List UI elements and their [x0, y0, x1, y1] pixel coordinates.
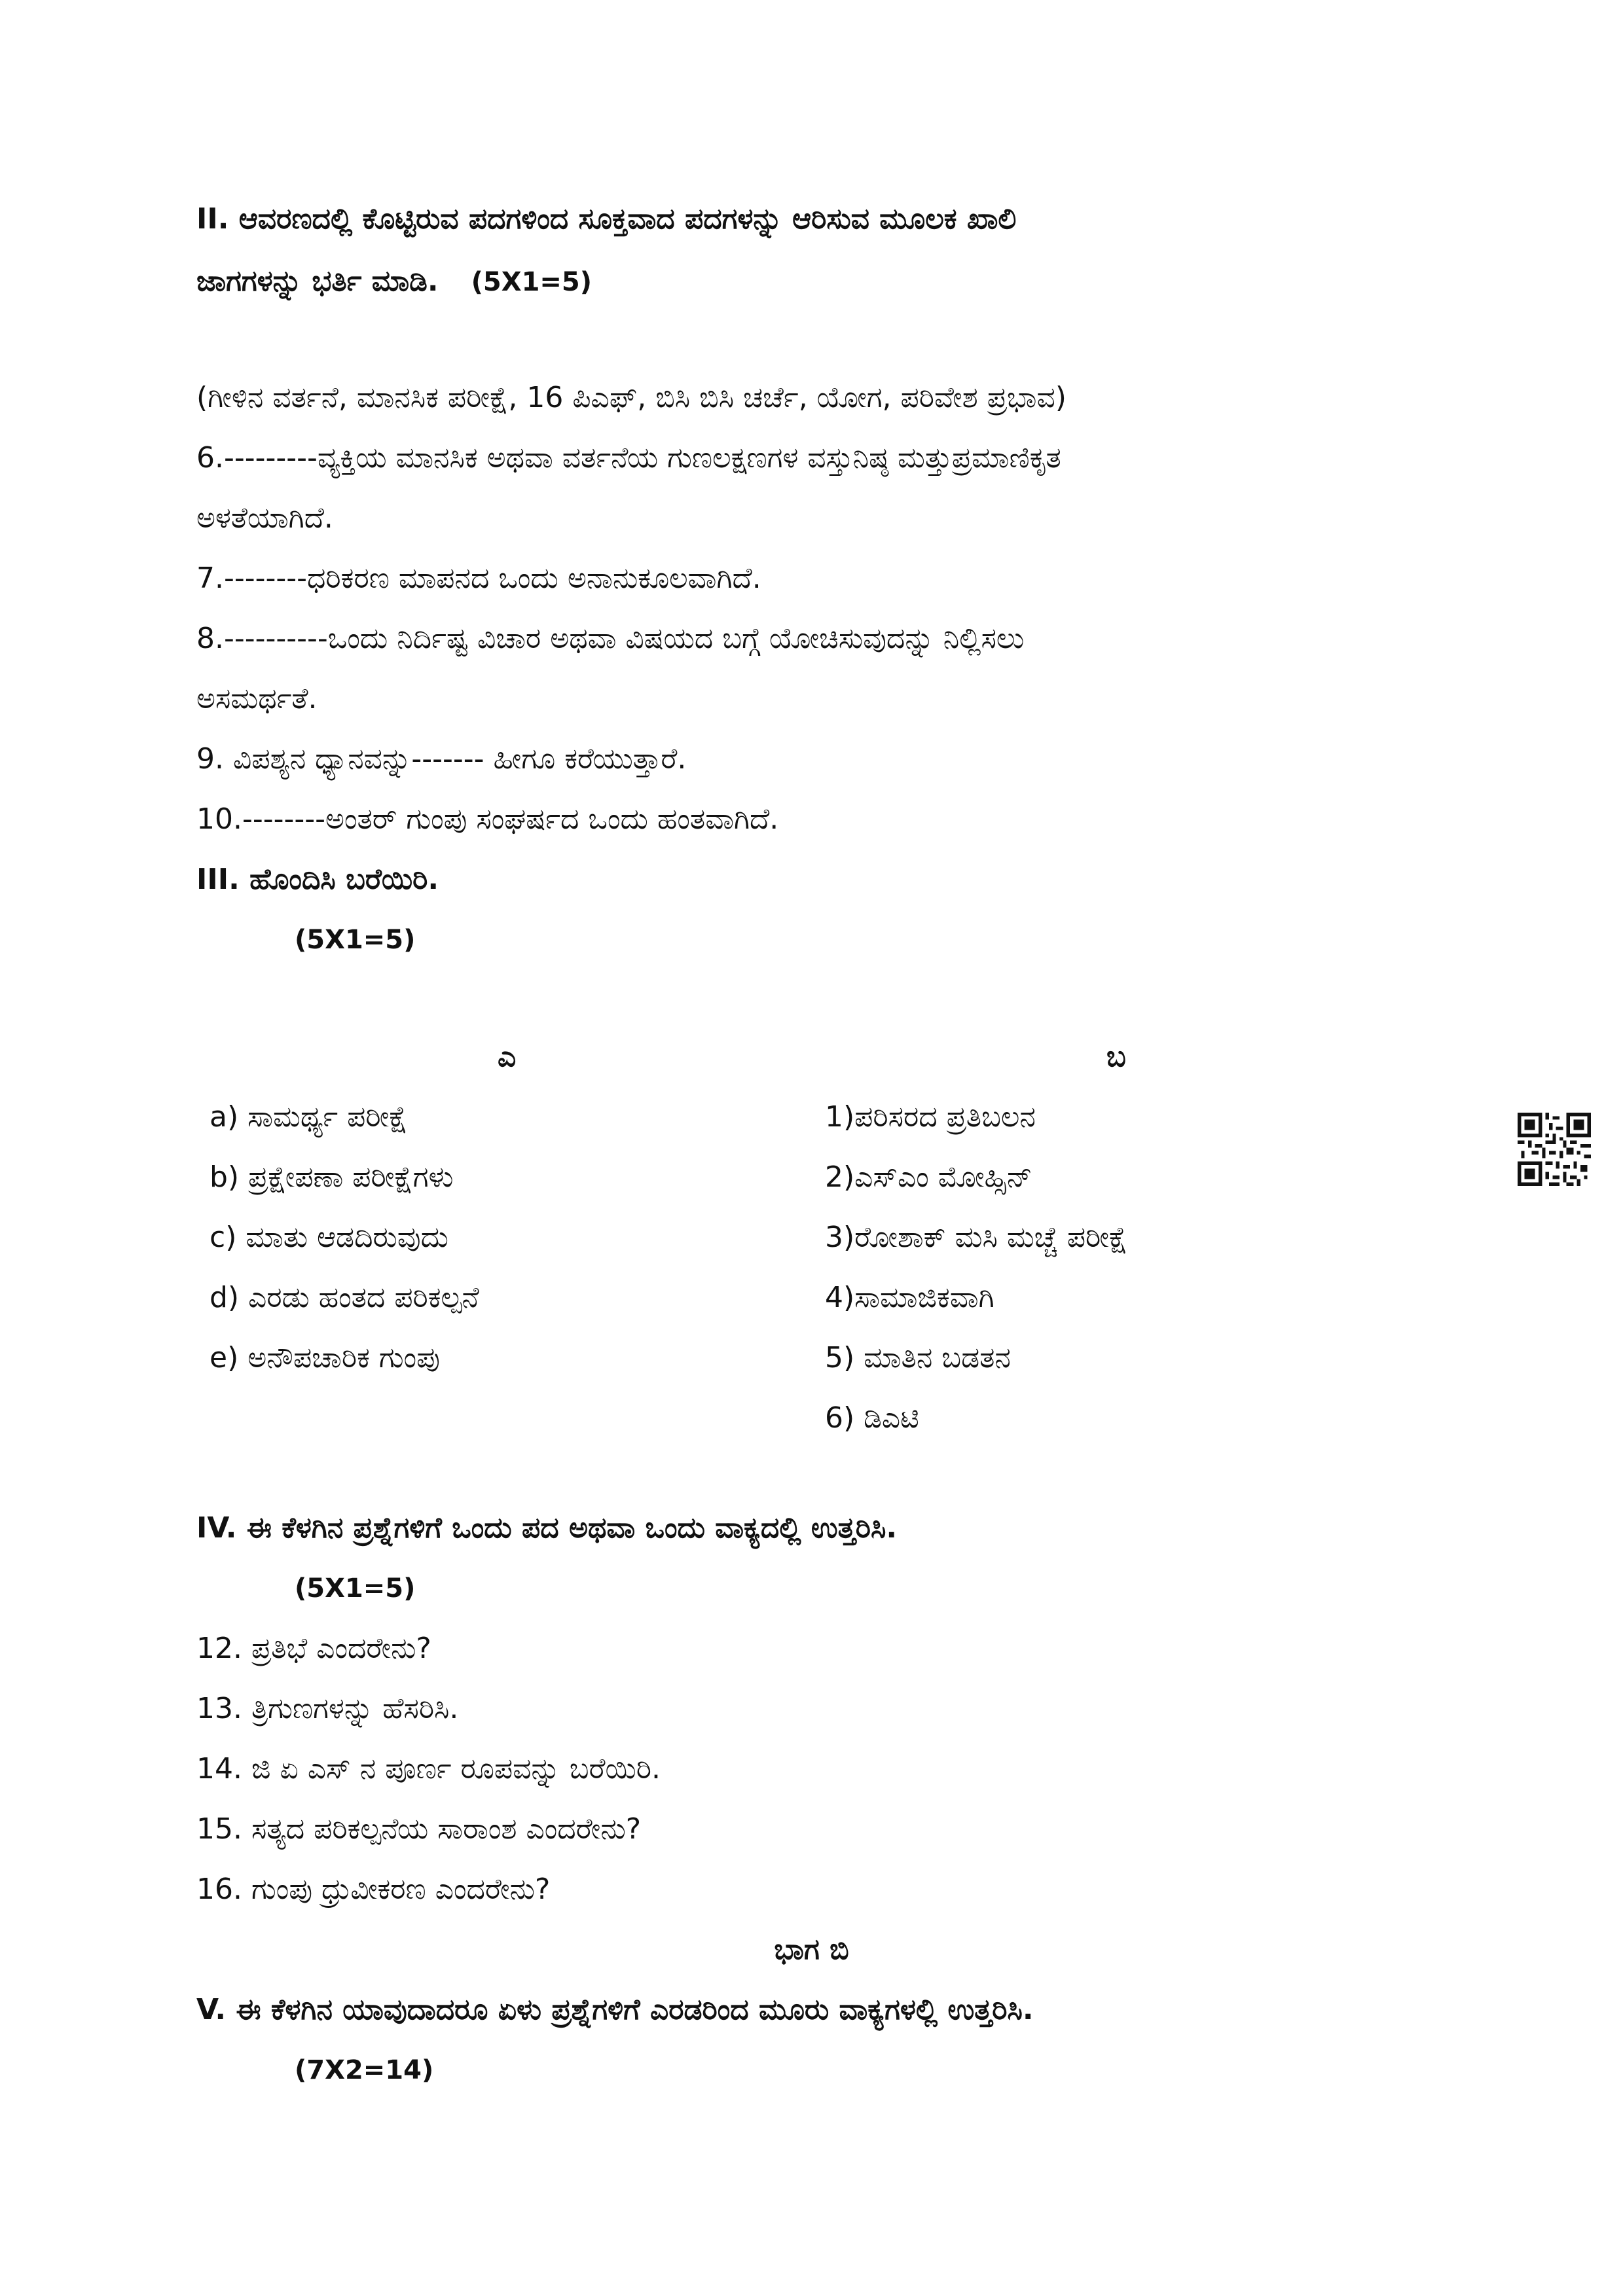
- question-14: 14. ಜಿ ಏ ಎಸ್ ನ ಪೂರ್ಣ ರೂಪವನ್ನು ಬರೆಯಿರಿ.: [196, 1752, 661, 1785]
- match-b-item: 6) ಡಿಎಟಿ: [825, 1401, 919, 1435]
- column-b-header: ಬ: [1106, 1040, 1126, 1073]
- match-a-item: b) ಪ್ರಕ್ಷೇಪಣಾ ಪರೀಕ್ಷೆಗಳು: [210, 1160, 454, 1194]
- section3-heading: III. ಹೊಂದಿಸಿ ಬರೆಯಿರಿ.: [196, 863, 439, 896]
- part-b-title: ಭಾಗ ಬಿ: [774, 1933, 849, 1966]
- match-a-item: d) ಎರಡು ಹಂತದ ಪರಿಕಲ್ಪನೆ: [210, 1281, 479, 1314]
- section5-marks: (7X2=14): [295, 2055, 434, 2085]
- section5-heading: V. ಈ ಕೆಳಗಿನ ಯಾವುದಾದರೂ ಏಳು ಪ್ರಶ್ನೆಗಳಿಗೆ ಎರಡರಿಂದ ಮೂರು ವಾಕ್ಯಗಳಲ್ಲಿ ಉತ್ತರಿಸಿ.: [196, 1993, 1034, 2026]
- section2-heading-line2-row: [196, 262, 592, 302]
- section2-heading-line2: ಜಾಗಗಳನ್ನು ಭರ್ತಿ ಮಾಡಿ.: [196, 264, 439, 298]
- match-a-item: c) ಮಾತು ಆಡದಿರುವುದು: [210, 1221, 449, 1254]
- match-b-item: 5) ಮಾತಿನ ಬಡತನ: [825, 1341, 1011, 1374]
- match-b-item: 3)ರೋಶಾಕ್ ಮಸಿ ಮಚ್ಚೆ ಪರೀಕ್ಷೆ: [825, 1221, 1128, 1254]
- question-8-line1: 8.----------ಒಂದು ನಿರ್ದಿಷ್ಟ ವಿಚಾರ ಅಥವಾ ವಿಷಯದ ಬಗ್ಗೆ ಯೋಚಿಸುವುದನ್ನು ನಿಲ್ಲಿಸಲು: [196, 622, 1025, 655]
- column-a-header: ಎ: [498, 1040, 517, 1073]
- question-8-line2: ಅಸಮರ್ಥತೆ.: [196, 682, 318, 715]
- match-b-item: 4)ಸಾಮಾಜಿಕವಾಗಿ: [825, 1281, 994, 1314]
- section4-heading: IV. ಈ ಕೆಳಗಿನ ಪ್ರಶ್ನೆಗಳಿಗೆ ಒಂದು ಪದ ಅಥವಾ ಒಂದು ವಾಕ್ಯದಲ್ಲಿ ಉತ್ತರಿಸಿ.: [196, 1511, 898, 1545]
- section3-marks: (5X1=5): [295, 925, 416, 955]
- question-7: 7.--------ಧರಿಕರಣ ಮಾಪನದ ಒಂದು ಅನಾನುಕೂಲವಾಗಿದೆ.: [196, 562, 761, 595]
- question-12: 12. ಪ್ರತಿಭೆ ಎಂದರೇನು?: [196, 1632, 431, 1665]
- match-b-item: 1)ಪರಿಸರದ ಪ್ರತಿಬಲನ: [825, 1100, 1036, 1134]
- match-a-item: a) ಸಾಮರ್ಥ್ಯ ಪರೀಕ್ಷೆ: [210, 1100, 408, 1134]
- section2-marks: (5X1=5): [471, 267, 593, 297]
- section2-heading-line1: II. ಆವರಣದಲ್ಲಿ ಕೊಟ್ಟಿರುವ ಪದಗಳಿಂದ ಸೂಕ್ತವಾದ ಪದಗಳನ್ನು ಆರಿಸುವ ಮೂಲಕ ಖಾಲಿ: [196, 202, 1017, 236]
- section4-marks: (5X1=5): [295, 1573, 416, 1604]
- question-13: 13. ತ್ರಿಗುಣಗಳನ್ನು ಹೆಸರಿಸಿ.: [196, 1692, 459, 1725]
- question-9: 9. ವಿಪಶ್ಯನ ಧ್ಯಾನವನ್ನು------- ಹೀಗೂ ಕರೆಯುತ್ತಾರೆ.: [196, 742, 687, 776]
- question-15: 15. ಸತ್ಯದ ಪರಿಕಲ್ಪನೆಯ ಸಾರಾಂಶ ಎಂದರೇನು?: [196, 1812, 642, 1846]
- match-a-item: e) ಅನೌಪಚಾರಿಕ ಗುಂಪು: [210, 1341, 440, 1374]
- section2-options: (ಗೀಳಿನ ವರ್ತನೆ, ಮಾನಸಿಕ ಪರೀಕ್ಷೆ, 16 ಪಿಎಫ್, ಬಿಸಿ ಬಿಸಿ ಚರ್ಚೆ, ಯೋಗ, ಪರಿವೇಶ ಪ್ರಭಾವ): [196, 381, 1067, 414]
- question-10: 10.--------ಅಂತರ್ ಗುಂಪು ಸಂಘರ್ಷದ ಒಂದು ಹಂತವಾಗಿದೆ.: [196, 802, 779, 836]
- question-6-line1: 6.---------ವ್ಯಕ್ತಿಯ ಮಾನಸಿಕ ಅಥವಾ ವರ್ತನೆಯ ಗುಣಲಕ್ಷಣಗಳ ವಸ್ತುನಿಷ್ಠ ಮತ್ತುಪ್ರಮಾಣಿಕೃತ: [196, 441, 1061, 475]
- match-b-item: 2)ಎಸ್ಎಂ ಮೋಹ್ಸಿನ್: [825, 1160, 1032, 1194]
- question-16: 16. ಗುಂಪು ಧ್ರುವೀಕರಣ ಎಂದರೇನು?: [196, 1873, 551, 1906]
- qr-code-icon: [1518, 1113, 1591, 1186]
- question-6-line2: ಅಳತೆಯಾಗಿದೆ.: [196, 501, 333, 535]
